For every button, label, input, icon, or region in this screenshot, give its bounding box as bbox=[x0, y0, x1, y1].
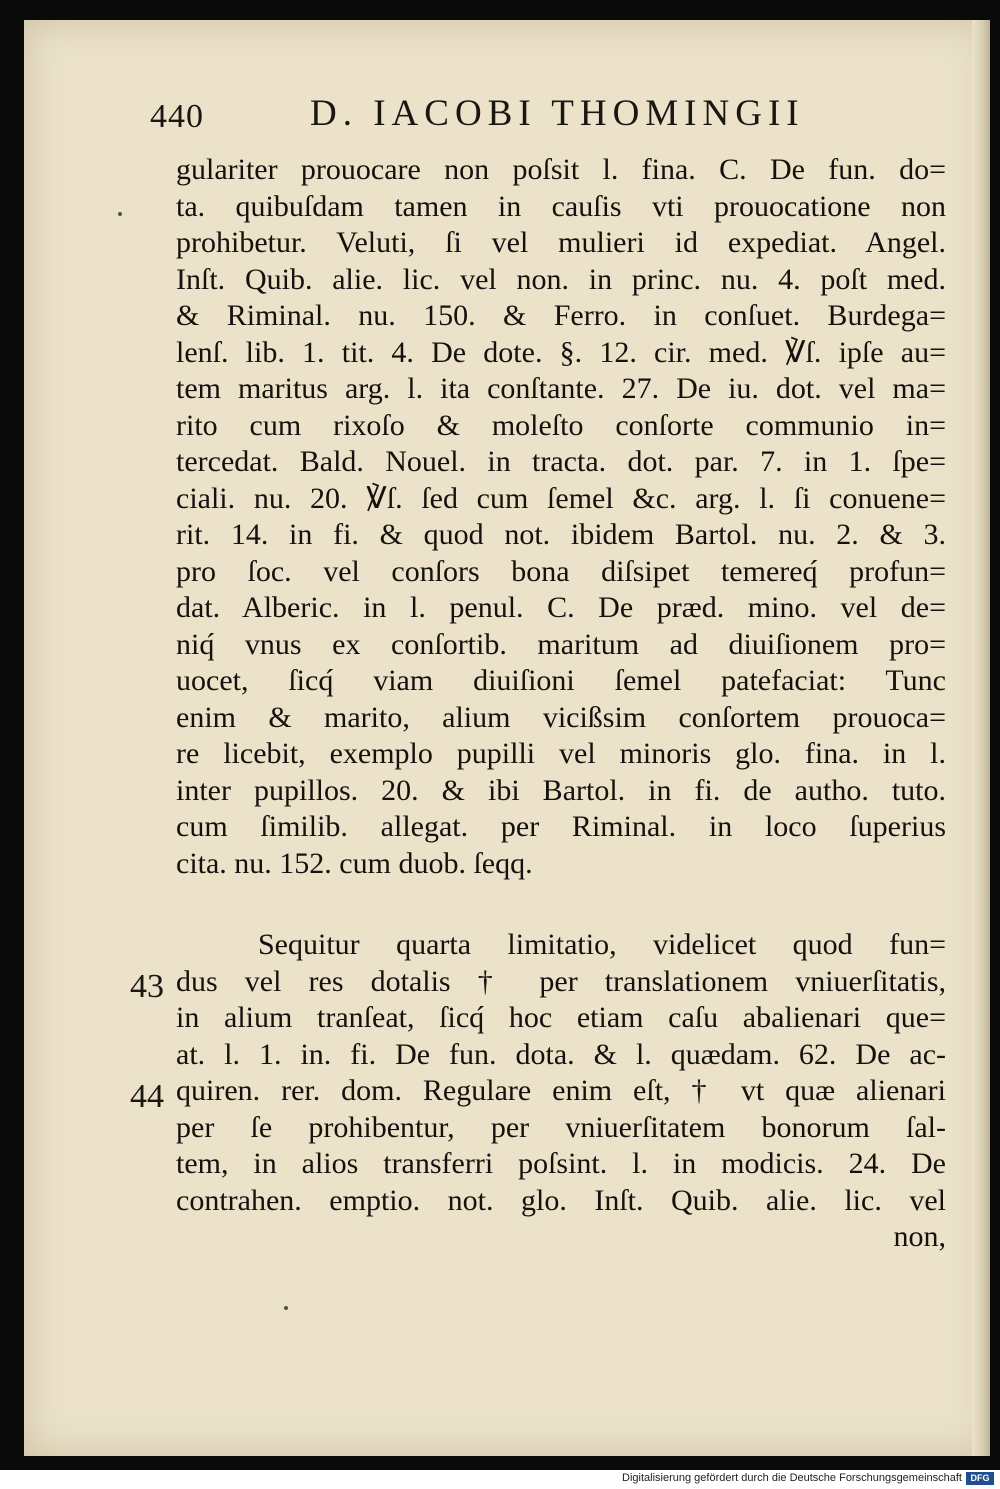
margin-number: 44 bbox=[130, 1078, 164, 1115]
text-line: enim & marito, alium vicißsim conſortem prouoca= bbox=[176, 701, 946, 734]
dfg-logo-icon: DFG bbox=[966, 1472, 994, 1485]
margin-number: 43 bbox=[130, 968, 164, 1005]
text-line: quiren. rer. dom. Regulare enim eſt, † vt quæ alienari bbox=[176, 1074, 946, 1107]
catchword: non, bbox=[893, 1220, 946, 1253]
text-line: cum ſimilib. allegat. per Riminal. in loco ſuperius bbox=[176, 810, 946, 843]
running-title: D. IACOBI THOMINGII bbox=[310, 93, 805, 134]
text-line: contrahen. emptio. not. glo. Inſt. Quib. alie. lic. vel bbox=[176, 1184, 946, 1217]
text-line: rito cum rixoſo & moleſto conſorte communio in= bbox=[176, 409, 946, 442]
text-line: dus vel res dotalis † per translationem vniuerſitatis, bbox=[176, 965, 946, 998]
text-line: inter pupillos. 20. & ibi Bartol. in fi. de autho. tuto. bbox=[176, 774, 946, 807]
text-line: & Riminal. nu. 150. & Ferro. in conſuet. Burdega= bbox=[176, 299, 946, 332]
text-line: prohibetur. Veluti, ſi vel mulieri id expediat. Angel. bbox=[176, 226, 946, 259]
text-line: niq́ vnus ex conſortib. maritum ad diuiſionem pro= bbox=[176, 628, 946, 661]
text-line: gulariter prouocare non poſsit l. fina. C. De fun. do= bbox=[176, 153, 946, 186]
text-line: Inſt. Quib. alie. lic. vel non. in princ. nu. 4. poſt med. bbox=[176, 263, 946, 296]
text-line: tem maritus arg. l. ita conſtante. 27. De iu. dot. vel ma= bbox=[176, 372, 946, 405]
text-line: rit. 14. in fi. & quod not. ibidem Bartol. nu. 2. & 3. bbox=[176, 518, 946, 551]
text-line: in alium tranſeat, ſicq́ hoc etiam caſu abalienari que= bbox=[176, 1001, 946, 1034]
text-line: tem, in alios transferri poſsint. l. in modicis. 24. De bbox=[176, 1147, 946, 1180]
text-line: tercedat. Bald. Nouel. in tracta. dot. par. 7. in 1. ſpe= bbox=[176, 445, 946, 478]
funding-credit: Digitalisierung gefördert durch die Deutsche Forschungsgemeinschaft bbox=[622, 1472, 962, 1484]
ink-speck bbox=[118, 212, 122, 216]
text-line: per ſe prohibentur, per vniuerſitatem bonorum ſal- bbox=[176, 1111, 946, 1144]
text-line: uocet, ſicq́ viam diuiſioni ſemel patefaciat: Tunc bbox=[176, 664, 946, 697]
text-line: ta. quibuſdam tamen in cauſis vti prouocatione non bbox=[176, 190, 946, 223]
ink-speck bbox=[284, 1306, 288, 1310]
footer-bar bbox=[0, 1470, 1000, 1489]
text-line: re licebit, exemplo pupilli vel minoris glo. fina. in l. bbox=[176, 737, 946, 770]
paragraph-first-line: Sequitur quarta limitatio, videlicet quod fun= bbox=[258, 928, 946, 961]
text-line: lenſ. lib. 1. tit. 4. De dote. §. 12. cir. med. ℣ſ. ipſe au= bbox=[176, 336, 946, 369]
page-edge bbox=[972, 20, 990, 1456]
page-number: 440 bbox=[150, 98, 204, 135]
text-line: at. l. 1. in. fi. De fun. dota. & l. quædam. 62. De ac- bbox=[176, 1038, 946, 1071]
text-line: ciali. nu. 20. ℣ſ. ſed cum ſemel &c. arg. l. ſi conuene= bbox=[176, 482, 946, 515]
page-header bbox=[150, 92, 850, 142]
text-line: dat. Alberic. in l. penul. C. De præd. mino. vel de= bbox=[176, 591, 946, 624]
text-line: cita. nu. 152. cum duob. ſeqq. bbox=[176, 847, 533, 880]
text-line: pro ſoc. vel conſors bona diſsipet temereq́ profun= bbox=[176, 555, 946, 588]
